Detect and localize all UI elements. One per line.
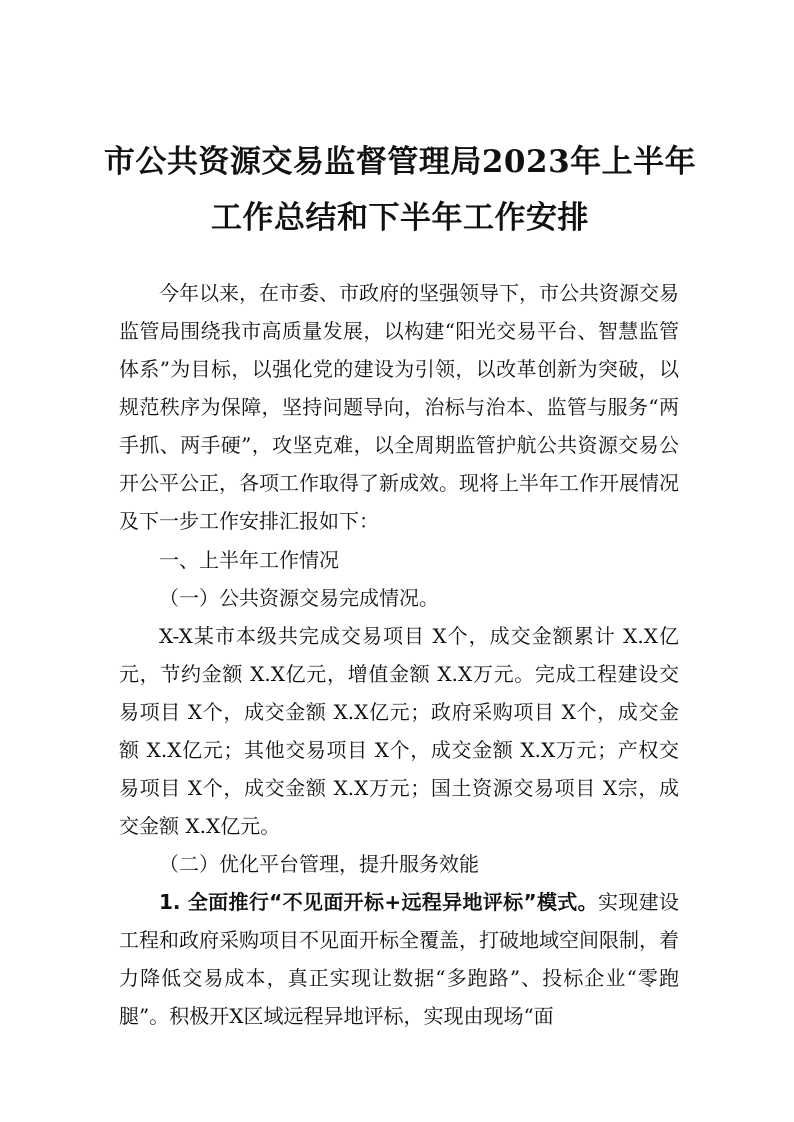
subsection-1-paragraph-block (119, 617, 679, 845)
section-1-heading: 一、上半年工作情况 (159, 548, 339, 572)
subsection-1-paragraph: X-X某市本级共完成交易项目 X个，成交金额累计 X.X亿元，节约金额 X.X亿元，增值金额 X.X万元。完成工程建设交易项目 X个，成交金额 X.X亿元；政府采购项目 X个，成交金额 X.X亿元；其他交易项目 X个，成交金额 X.X万元；产权交易项目 X个，成交金额 X.X万元；国土资源交易项目 X宗，成交金额 X.X亿元。 (119, 624, 679, 838)
item-1-text: 实现建设工程和政府采购项目不见面开标全覆盖，打破地域空间限制，着力降低交易成本，真正实现让数据“多跑路”、投标企业“零跑腿”。积极开X区域远程异地评标，实现由现场“面 (119, 890, 680, 1028)
section-1-heading-block (119, 541, 679, 579)
subsection-1-heading: （一）公共资源交易完成情况。 (159, 586, 439, 610)
subsection-2-heading-block (119, 845, 679, 883)
item-1-paragraph (119, 883, 679, 1035)
subsection-2-heading: （二）优化平台管理，提升服务效能 (159, 852, 479, 876)
intro-paragraph-block (119, 274, 679, 540)
subsection-1-heading-block (119, 579, 679, 617)
document-title-line-2: 工作总结和下半年工作安排 (211, 200, 589, 236)
item-1-lead: 1. 全面推行“不见面开标+远程异地评标”模式。 (159, 890, 598, 914)
item-1-paragraph-block (119, 883, 679, 1035)
document-title-line-1: 市公共资源交易监督管理局2023年上半年 (103, 144, 697, 180)
intro-paragraph: 今年以来，在市委、市政府的坚强领导下，市公共资源交易监管局围绕我市高质量发展，以构建“阳光交易平台、智慧监管体系”为目标，以强化党的建设为引领，以改革创新为突破，以规范秩序为保障，坚持问题导向，治标与治本、监管与服务“两手抓、两手硬”，攻坚克难，以全周期监管护航公共资源交易公开公平公正，各项工作取得了新成效。现将上半年工作开展情况及下一步工作安排汇报如下： (119, 281, 679, 533)
